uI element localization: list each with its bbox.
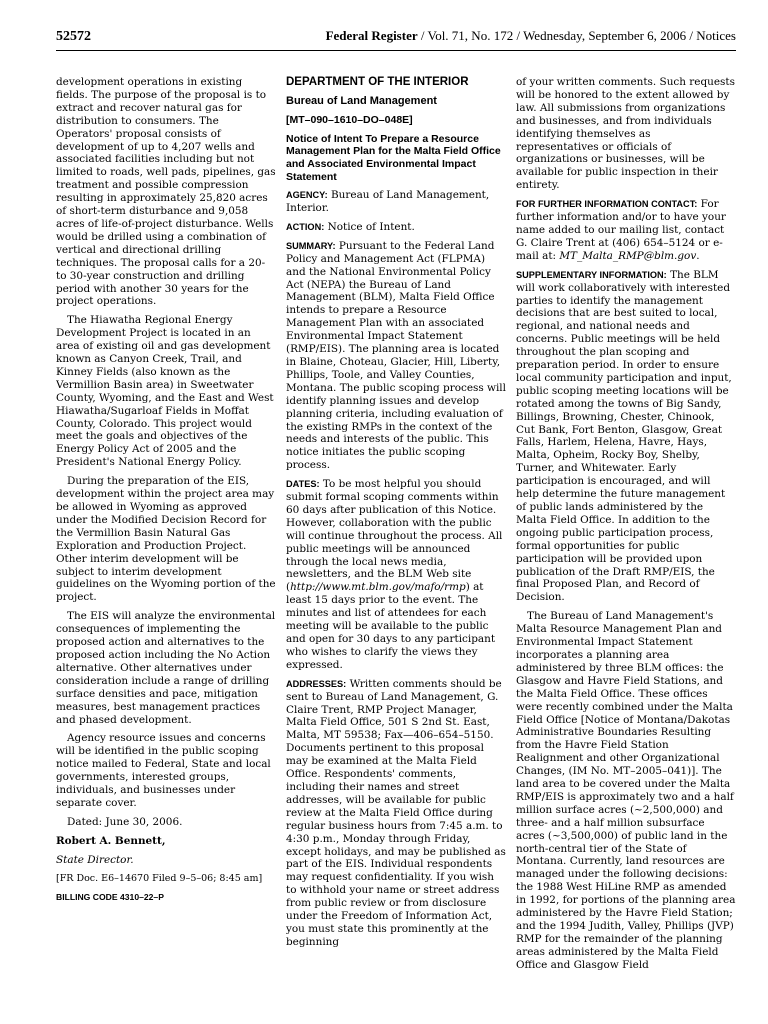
action-text: Notice of Intent. bbox=[324, 220, 415, 233]
notice-title: Notice of Intent To Prepare a Resource Management Plan for the Malta Field Office and Associated Environmental Impact Statement bbox=[286, 132, 501, 183]
addresses-text: Written comments should be sent to Bureau of Land Management, G. Claire Trent, RMP Project Manager, Malta Field Office, 501 S 2nd St. East, Malta, MT 59538; Fax—406–654–5150. Documents pertinent to this proposal may be examined at the Malta Field Office. Respondents' comments, including their names and street addresses, will be available for public review at the Malta Field Office during regular business hours from 7:45 a.m. to 4:30 p.m., Monday through Friday, except holidays, and may be published as part of the EIS. Individual respondents may request confidentiality. If you wish to withhold your name or street address from public review or from disclosure under the Freedom of Information Act, you must state this prominently at the beginning bbox=[286, 677, 506, 948]
paragraph: of your written comments. Such requests will be honored to the extent allowed by law. All submissions from organizations and businesses, and from individuals identifying themselves as representatives or officials of organizations or businesses, will be available for public inspection in their entirety. bbox=[516, 76, 735, 192]
addresses-section bbox=[286, 678, 506, 949]
dates-text-continued: ) at least 15 days prior to the event. The minutes and list of attendees for each meeting will be available to the public and open for 30 days to any participant who wishes to clarify the views they expressed. bbox=[286, 581, 496, 671]
paragraph: The Hiawatha Regional Energy Development Project is located in an area of existing oil and gas development known as Canyon Creek, Trail, and Kinney Fields (also known as the Vermillion Basin area) in Sweetwater County, Wyoming, and the East and West Hiawatha/Sugarloaf Fields in Moffat County, Colorado. This project would meet the goals and objectives of the Energy Policy Act of 2005 and the President's National Energy Policy. bbox=[56, 314, 274, 469]
running-head bbox=[164, 28, 736, 44]
dates-section bbox=[286, 478, 506, 672]
column-1 bbox=[56, 76, 276, 1010]
summary-section bbox=[286, 240, 506, 472]
page-number: 52572 bbox=[56, 29, 91, 44]
contact-label: FOR FURTHER INFORMATION CONTACT: bbox=[516, 199, 698, 210]
docket-number: [MT–090–1610–DO–048E] bbox=[286, 113, 413, 126]
issue-line: / Vol. 71, No. 172 / Wednesday, September 6, 2006 / Notices bbox=[417, 28, 736, 43]
paragraph: Agency resource issues and concerns will be identified in the public scoping notice mailed to Federal, State and local governments, interested groups, individuals, and businesses under separate cover. bbox=[56, 732, 271, 809]
columns bbox=[56, 76, 736, 1010]
contact-end: . bbox=[696, 249, 700, 262]
fr-doc-line: [FR Doc. E6–14670 Filed 9–5–06; 8:45 am] bbox=[56, 872, 263, 884]
summary-label: SUMMARY: bbox=[286, 240, 336, 251]
action-label: ACTION: bbox=[286, 221, 325, 232]
column-3 bbox=[516, 76, 736, 1010]
paragraph: The EIS will analyze the environmental consequences of implementing the proposed action and alternatives to the proposed action including the No Action alternative. Other alternatives under consideration include a range of drilling surface densities and pace, mitigation measures, best management practices and phased development. bbox=[56, 610, 276, 726]
addresses-label: ADDRESSES: bbox=[286, 678, 347, 689]
journal-name: Federal Register bbox=[325, 28, 418, 43]
paragraph: development operations in existing fields. The purpose of the proposal is to extract and recover natural gas for distribution to consumers. The Operators' proposal consists of development of up to 4,207 wells and associated facilities including but not limited to roads, well pads, pipelines, gas treatment and possible compression resulting in approximately 25,820 acres of short-term disturbance and 9,058 acres of life-of-project disturbance. Wells would be drilled using a combination of vertical and directional drilling techniques. The proposal calls for a 20- to 30-year construction and drilling period with another 30 years for the project operations. bbox=[56, 76, 276, 308]
dated-line: Dated: June 30, 2006. bbox=[67, 815, 183, 828]
dates-label: DATES: bbox=[286, 479, 320, 490]
website-link[interactable]: http://www.mt.blm.gov/mafo/rmp bbox=[290, 581, 466, 594]
action-section bbox=[286, 221, 506, 234]
supplementary-label: SUPPLEMENTARY INFORMATION: bbox=[516, 269, 667, 280]
email-link[interactable]: MT_Malta_RMP@blm.gov bbox=[559, 249, 697, 262]
supplementary-text: The BLM will work collaboratively with interested parties to identify the management decisions that are best suited to local, regional, and national needs and concerns. Public meetings will be held throughout the plan scoping and preparation period. In order to ensure local community participation and input, public scoping meeting locations will be rotated among the towns of Big Sandy, Billings, Browning, Chester, Chinook, Cut Bank, Fort Benton, Glasgow, Great Falls, Harlem, Helena, Havre, Hays, Malta, Opheim, Rocky Boy, Shelby, Turner, and Whitewater. Early participation is encouraged, and will help determine the future management of public lands administered by the Malta Field Office. In addition to the ongoing public participation process, formal opportunities for public participation will be provided upon publication of the Draft RMP/EIS, the final Proposed Plan, and Record of Decision. bbox=[516, 268, 732, 604]
department-heading: DEPARTMENT OF THE INTERIOR bbox=[286, 76, 469, 88]
signer-name: Robert A. Bennett, bbox=[56, 834, 166, 847]
billing-code: BILLING CODE 4310–22–P bbox=[56, 892, 164, 903]
bureau-heading: Bureau of Land Management bbox=[286, 94, 437, 107]
column-2 bbox=[286, 76, 506, 1010]
contact-section bbox=[516, 198, 736, 263]
contact-text: For further information and/or to have your name added to our mailing list, contact G. Claire Trent at (406) 654–5124 or e-mail at: bbox=[516, 198, 726, 262]
summary-text: Pursuant to the Federal Land Policy and Management Act (FLPMA) and the National Environmental Policy Act (NEPA) the Bureau of Land Management (BLM), Malta Field Office intends to prepare a Resource Management Plan with an associated Environmental Impact Statement (RMP/EIS). The planning area is located in Blaine, Choteau, Glacier, Hill, Liberty, Phillips, Toole, and Valley Counties, Montana. The public scoping process will identify planning issues and develop planning criteria, including evaluation of the existing RMPs in the context of the needs and interests of the public. This notice initiates the public scoping process. bbox=[286, 239, 506, 472]
page-header bbox=[56, 28, 736, 51]
agency-section bbox=[286, 189, 506, 215]
paragraph: During the preparation of the EIS, development within the project area may be allowed in Wyoming as approved under the Modified Decision Record for the Vermillion Basin Natural Gas Exploration and Production Project. Other interim development will be subject to interim development guidelines on the Wyoming portion of the project. bbox=[56, 475, 276, 604]
agency-text: Bureau of Land Management, Interior. bbox=[286, 189, 490, 214]
dates-text: To be most helpful you should submit formal scoping comments within 60 days after publication of this Notice. However, collaboration with the public will continue throughout the process. All public meetings will be announced through the local news media, newsletters, and the BLM Web site ( bbox=[286, 478, 503, 594]
agency-label: AGENCY: bbox=[286, 190, 328, 201]
supplementary-section bbox=[516, 269, 736, 605]
paragraph: The Bureau of Land Management's Malta Resource Management Plan and Environmental Impact Statement incorporates a planning area administered by three BLM offices: the Glasgow and Havre Field Stations, and the Malta Field Office. These offices were recently combined under the Malta Field Office [Notice of Montana/Dakotas Administrative Boundaries Resulting from the Havre Field Station Realignment and other Organizational Changes, (IM No. MT–2005–041)]. The land area to be covered under the Malta RMP/EIS is approximately two and a half million surface acres (~2,500,000) and three- and a half million subsurface acres (~3,500,000) of public land in the north-central tier of the State of Montana. Currently, land resources are managed under the following decisions: the 1988 West HiLine RMP as amended in 1992, for portions of the planning area administered by the Havre Field Station; and the 1994 Judith, Valley, Phillips (JVP) RMP for the remainder of the planning areas administered by the Malta Field Office and Glasgow Field bbox=[516, 610, 736, 971]
signer-title: State Director. bbox=[56, 853, 134, 866]
